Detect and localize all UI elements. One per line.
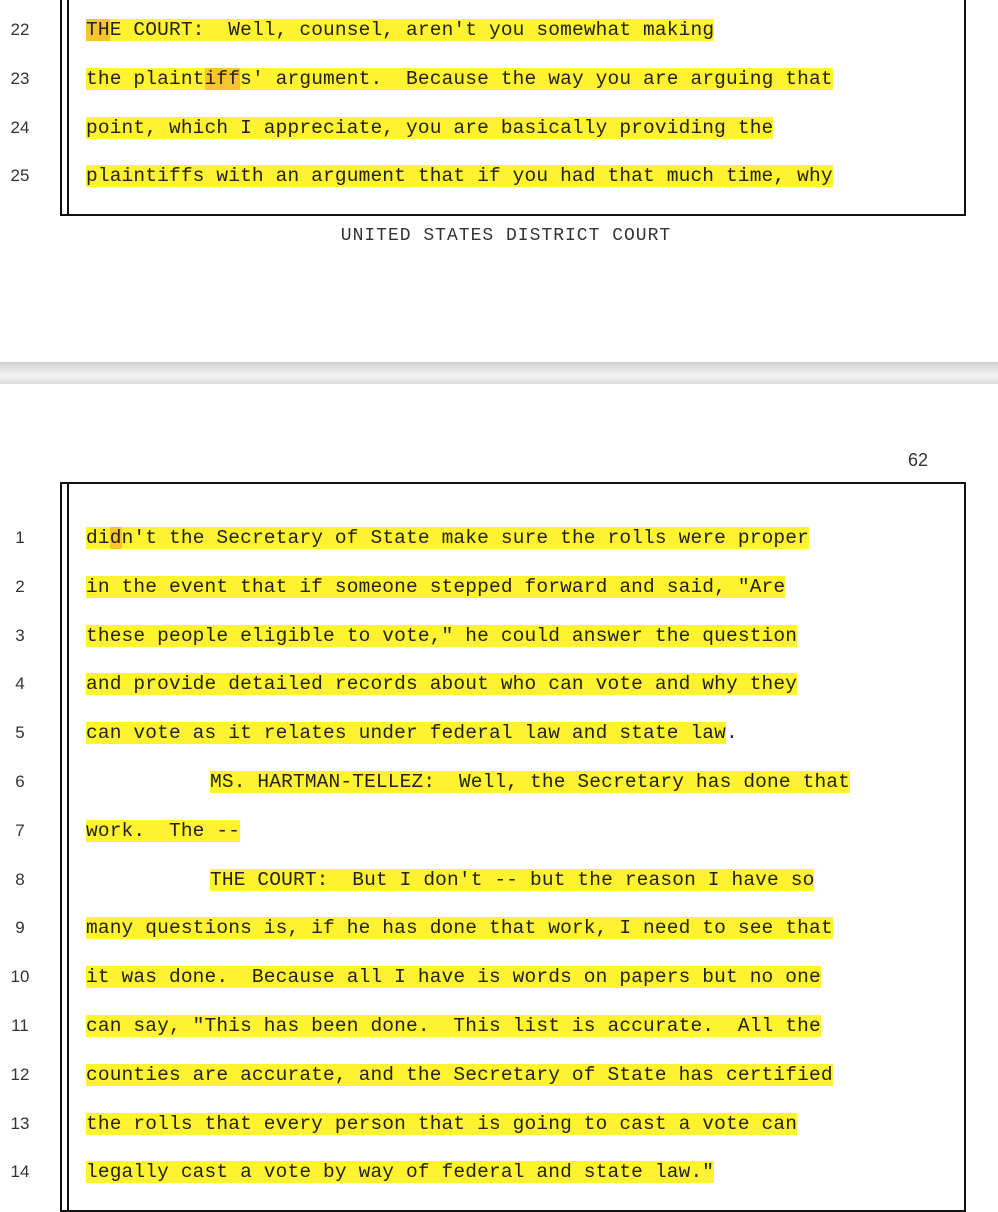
highlighted-text: MS. HARTMAN-TELLEZ: Well, the Secretary has done that	[210, 771, 851, 793]
line-text	[86, 818, 240, 844]
highlighted-text: it was done. Because all I have is words on papers but no one	[86, 966, 821, 989]
transcript-line	[0, 913, 998, 943]
highlighted-text: iff	[204, 67, 241, 90]
line-text	[86, 964, 821, 990]
line-number: 11	[11, 1016, 29, 1035]
line-number: 12	[10, 1064, 30, 1084]
line-number: 9	[15, 918, 25, 938]
transcript-page-62	[0, 384, 998, 1199]
line-text	[86, 66, 833, 92]
highlighted-text: in the event that if someone stepped forward and said, "Are	[86, 575, 786, 598]
transcript-page-61	[0, 0, 998, 362]
transcript-line	[0, 767, 998, 797]
line-number: 23	[10, 68, 30, 88]
transcript-line	[0, 1109, 998, 1139]
line-text	[86, 1159, 714, 1185]
line-number: 24	[10, 117, 30, 137]
highlighted-text: and provide detailed records about who can vote and why they	[86, 673, 798, 696]
highlighted-text: these people eligible to vote," he could answer the question	[86, 624, 798, 647]
line-text	[86, 720, 738, 746]
line-text	[210, 769, 850, 795]
line-text	[86, 525, 809, 551]
line-text	[86, 17, 714, 43]
highlighted-text: d	[109, 527, 122, 549]
page-footer: UNITED STATES DISTRICT COURT	[340, 226, 672, 246]
highlighted-text: legally cast a vote by way of federal and state law."	[86, 1161, 715, 1184]
highlighted-text: E COURT: Well, counsel, aren't you somewhat making	[109, 19, 715, 41]
line-number: 14	[10, 1162, 30, 1182]
transcript-line	[0, 572, 998, 602]
transcript-line	[0, 523, 998, 553]
line-number: 8	[15, 869, 25, 889]
highlighted-text: many questions is, if he has done that work, I need to see that	[86, 917, 833, 940]
text-run: .	[726, 722, 738, 745]
highlighted-text: counties are accurate, and the Secretary of State has certified	[86, 1063, 833, 1086]
line-text	[86, 671, 797, 697]
transcript-line	[0, 865, 998, 895]
line-number: 4	[15, 674, 25, 694]
highlighted-text: work. The --	[86, 819, 241, 842]
page-separator	[0, 362, 998, 384]
transcript-line	[0, 161, 998, 191]
transcript-line	[0, 718, 998, 748]
transcript-line	[0, 816, 998, 846]
highlighted-text: the rolls that every person that is going to cast a vote can	[86, 1112, 798, 1135]
highlighted-text: di	[86, 527, 110, 549]
highlighted-text: n't the Secretary of State make sure the rolls were proper	[121, 527, 809, 549]
transcript-line	[0, 669, 998, 699]
line-number: 6	[15, 772, 25, 791]
line-text	[210, 867, 814, 893]
highlighted-text: can say, "This has been done. This list is accurate. All the	[86, 1015, 821, 1037]
transcript-line	[0, 1060, 998, 1090]
transcript-line	[0, 621, 998, 651]
highlighted-text: the plaint	[86, 67, 205, 90]
line-text	[86, 915, 833, 941]
transcript-line	[0, 1157, 998, 1187]
highlighted-text: s' argument. Because the way you are arguing that	[240, 67, 833, 90]
line-text	[86, 1013, 821, 1039]
line-text	[86, 623, 797, 649]
line-number: 7	[15, 820, 25, 840]
line-number: 13	[10, 1113, 30, 1133]
page-number: 62	[908, 450, 929, 470]
line-number: 25	[10, 166, 30, 186]
transcript-line	[0, 15, 998, 45]
highlighted-text: THE COURT: But I don't -- but the reason I have so	[210, 868, 815, 891]
line-number: 2	[15, 576, 25, 596]
transcript-line	[0, 64, 998, 94]
transcript-line	[0, 113, 998, 143]
highlighted-text: point, which I appreciate, you are basically providing the	[86, 116, 774, 139]
transcript-line	[0, 1011, 998, 1041]
line-number: 5	[15, 723, 25, 743]
highlighted-text: can vote as it relates under federal law and state law	[86, 722, 727, 745]
transcript-line	[0, 962, 998, 992]
line-number: 22	[10, 20, 30, 39]
line-text	[86, 574, 785, 600]
highlighted-text: plaintiffs with an argument that if you had that much time, why	[86, 165, 833, 188]
highlighted-text: TH	[86, 19, 110, 41]
line-text	[86, 1111, 797, 1137]
line-text	[86, 1062, 833, 1088]
line-number: 3	[15, 625, 25, 645]
line-number: 10	[10, 967, 30, 987]
line-text	[86, 115, 773, 141]
line-text	[86, 163, 833, 189]
line-number: 1	[15, 528, 25, 547]
